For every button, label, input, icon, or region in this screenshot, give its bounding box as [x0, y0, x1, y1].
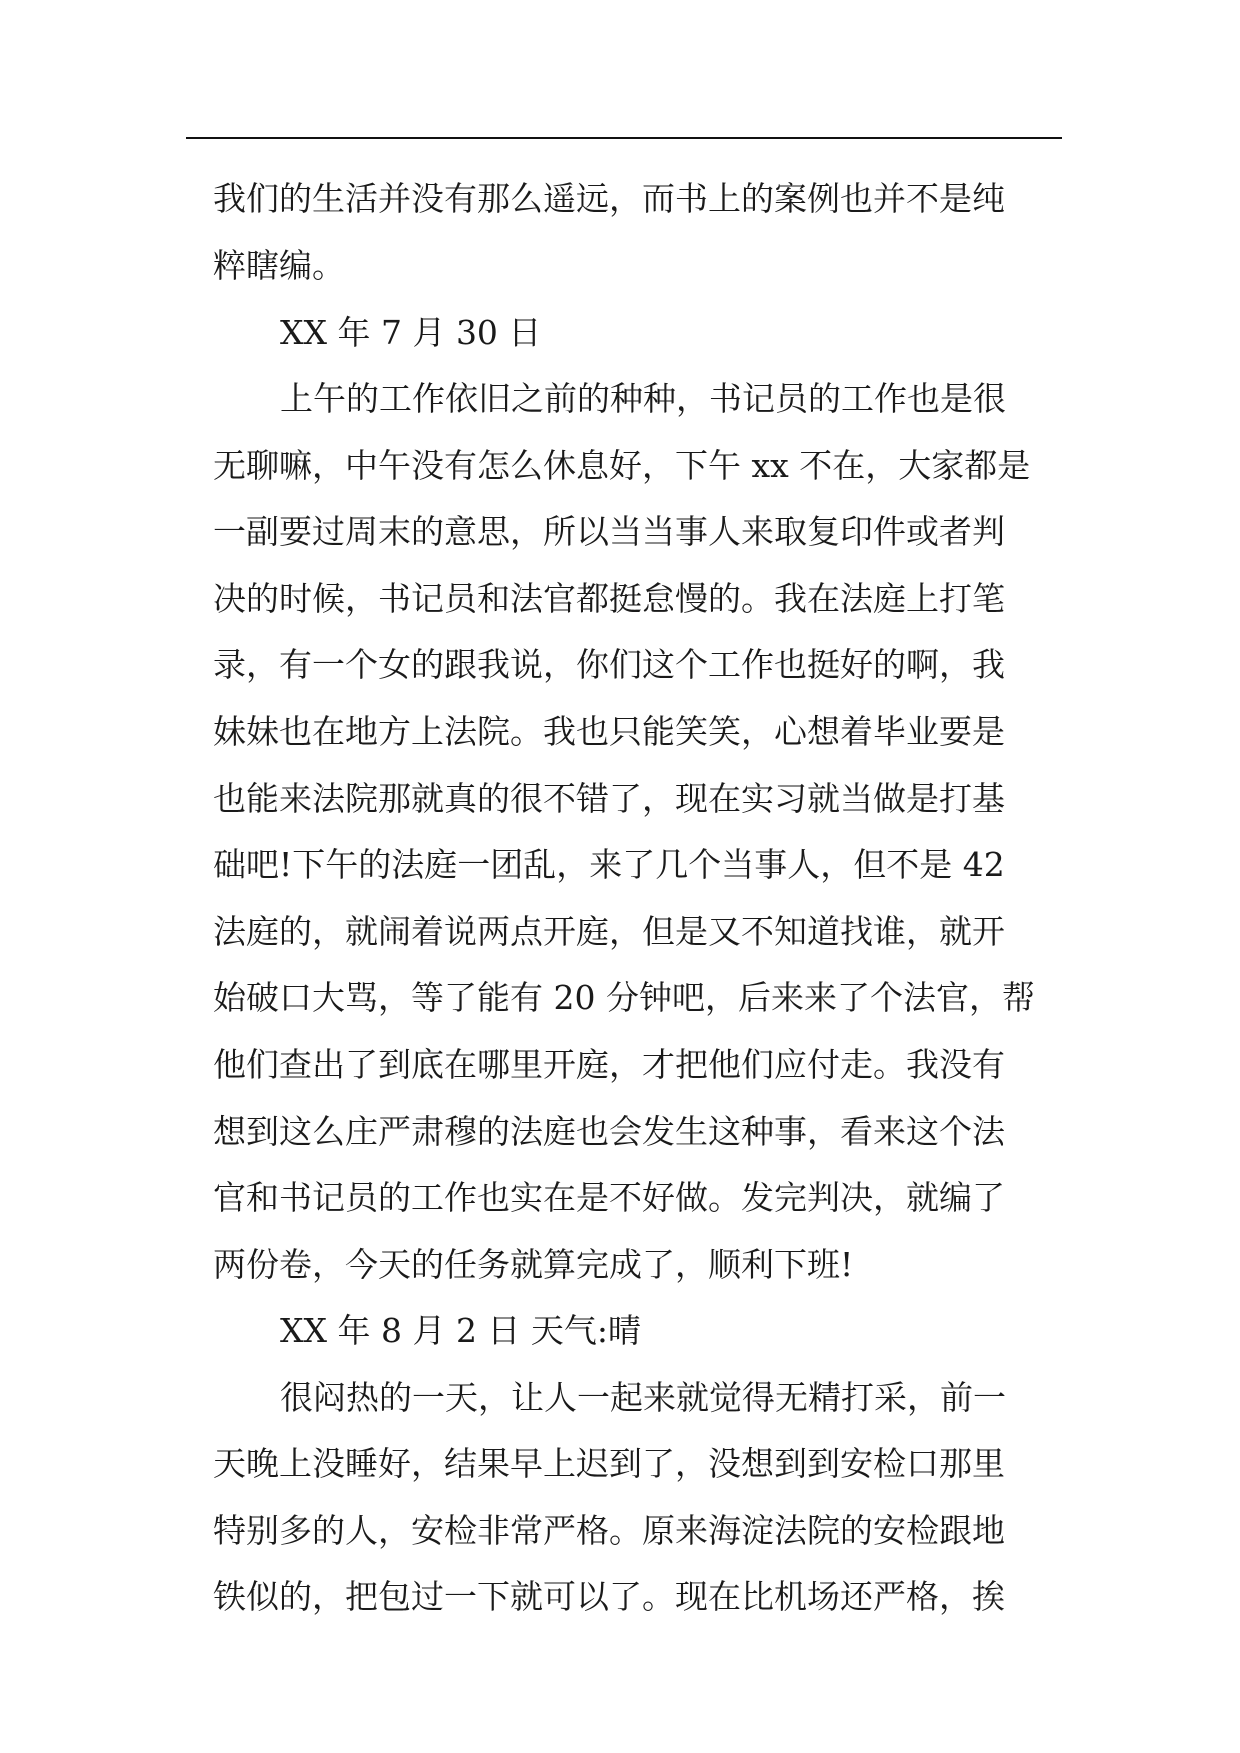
text-line: 天晚上没睡好，结果早上迟到了，没想到到安检口那里: [213, 1444, 1005, 1483]
text-line: 录，有一个女的跟我说，你们这个工作也挺好的啊，我: [213, 645, 1005, 684]
text-line: 也能来法院那就真的很不错了，现在实习就当做是打基: [213, 779, 1005, 818]
text-line: 他们查出了到底在哪里开庭，才把他们应付走。我没有: [213, 1045, 1005, 1084]
text-line: 我们的生活并没有那么遥远，而书上的案例也并不是纯: [213, 179, 1005, 218]
text-line: 法庭的，就闹着说两点开庭，但是又不知道找谁，就开: [213, 912, 1005, 951]
text-line: 粹瞎编。: [213, 246, 345, 285]
text-line: 妹妹也在地方上法院。我也只能笑笑，心想着毕业要是: [213, 712, 1005, 751]
text-line: 一副要过周末的意思，所以当当事人来取复印件或者判: [213, 512, 1005, 551]
entry-date: XX 年 7 月 30 日: [280, 313, 542, 352]
text-line: 上午的工作依旧之前的种种，书记员的工作也是很: [280, 379, 1006, 418]
text-line: 铁似的，把包过一下就可以了。现在比机场还严格，挨: [213, 1577, 1005, 1616]
text-line: 官和书记员的工作也实在是不好做。发完判决，就编了: [213, 1178, 1005, 1217]
text-line: 想到这么庄严肃穆的法庭也会发生这种事，看来这个法: [213, 1112, 1005, 1151]
text-line: 础吧!下午的法庭一团乱，来了几个当事人，但不是 42: [213, 845, 1005, 884]
entry-date-weather: XX 年 8 月 2 日 天气:晴: [280, 1311, 642, 1350]
text-line: 特别多的人，安检非常严格。原来海淀法院的安检跟地: [213, 1511, 1005, 1550]
text-line: 很闷热的一天，让人一起来就觉得无精打采，前一: [280, 1378, 1006, 1417]
text-line: 无聊嘛，中午没有怎么休息好，下午 xx 不在，大家都是: [213, 446, 1031, 485]
header-rule: [186, 137, 1062, 139]
text-line: 两份卷，今天的任务就算完成了，顺利下班!: [213, 1245, 854, 1284]
text-line: 决的时候，书记员和法官都挺怠慢的。我在法庭上打笔: [213, 579, 1005, 618]
text-line: 始破口大骂，等了能有 20 分钟吧，后来来了个法官，帮: [213, 978, 1035, 1017]
